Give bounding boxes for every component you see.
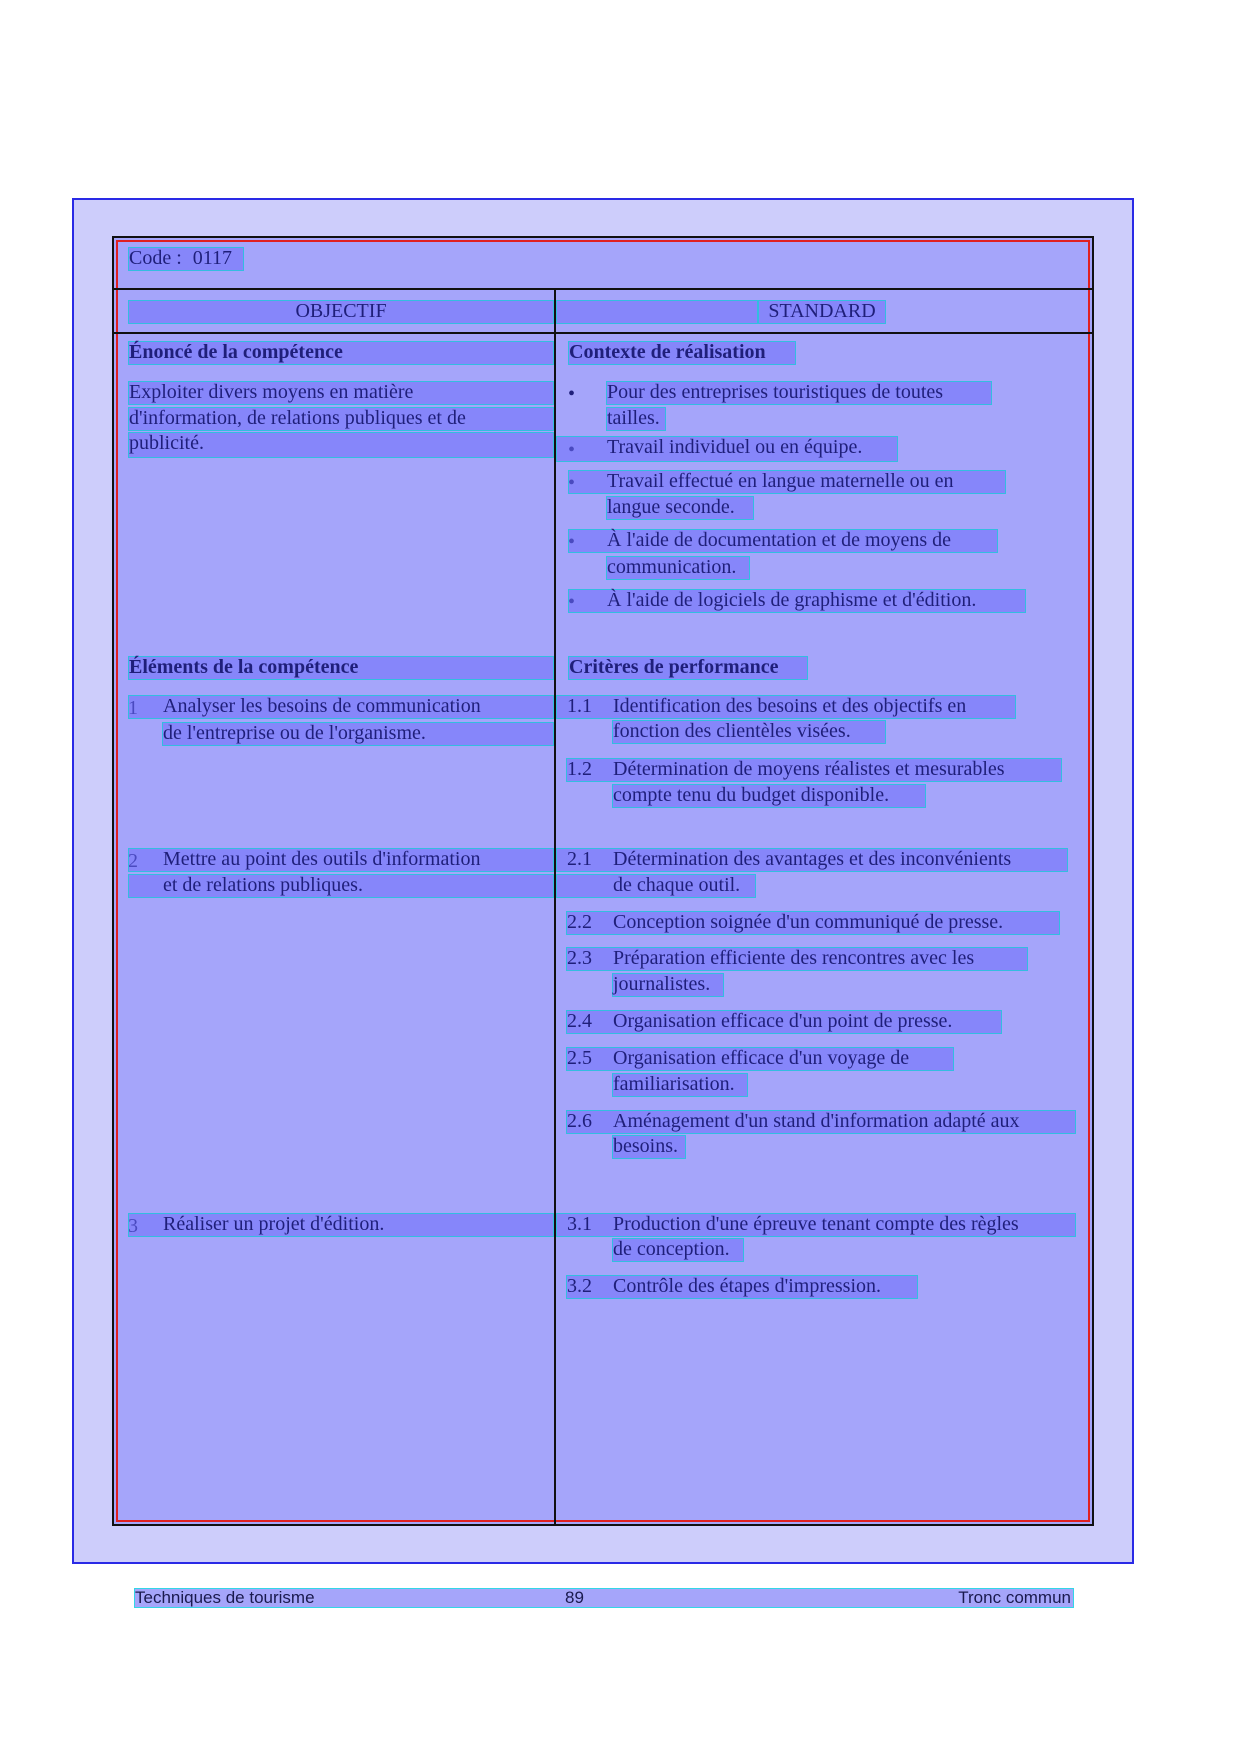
contexte-item-3-line-2: langue seconde. (606, 496, 754, 520)
critere-2-6-line-2: besoins. (612, 1135, 686, 1159)
element-1-line-2: de l'entreprise ou de l'organisme. (162, 722, 554, 746)
enonce-text-line-1: Exploiter divers moyens en matière (128, 381, 554, 405)
column-header-standard-band (556, 300, 758, 324)
critere-2-2-num: 2.2 (567, 911, 592, 933)
column-header-standard: STANDARD (758, 300, 886, 324)
code-value: 0117 (192, 247, 233, 269)
critere-3-2-line-1 (566, 1275, 918, 1299)
critere-3-1-line-1 (556, 1213, 1076, 1237)
critere-1-1-num: 1.1 (567, 695, 592, 717)
critere-2-5-line-1 (566, 1047, 954, 1071)
critere-2-6-text: Aménagement d'un stand d'information adapté aux (613, 1110, 1020, 1132)
critere-2-3-text: Préparation efficiente des rencontres avec les (613, 947, 975, 969)
code-label: Code : (129, 247, 182, 269)
critere-2-2-line-1 (566, 911, 1060, 935)
contexte-item-4-line-2: communication. (606, 556, 750, 580)
contexte-item-2-line-1: Travail individuel ou en équipe. (556, 436, 898, 462)
critere-2-5-text: Organisation efficace d'un voyage de (613, 1047, 910, 1069)
footer-page-number: 89 (565, 1588, 584, 1607)
contexte-bullet-1: • (568, 383, 576, 405)
critere-1-2-text: Détermination de moyens réalistes et mesurables (613, 758, 1005, 780)
critere-2-3-line-2: journalistes. (612, 973, 724, 997)
critere-2-5-line-2: familiarisation. (612, 1073, 748, 1097)
critere-1-1-text: Identification des besoins et des objectifs en (613, 695, 967, 717)
criteres-title: Critères de performance (568, 656, 808, 680)
critere-1-1-line-1 (556, 695, 1016, 719)
footer-program: Techniques de tourisme (135, 1588, 315, 1607)
column-header-objectif: OBJECTIF (128, 300, 554, 324)
enonce-text-line-2: d'information, de relations publiques et de (128, 407, 554, 431)
critere-3-2-num: 3.2 (567, 1275, 592, 1297)
critere-2-4-line-1 (566, 1010, 1002, 1034)
critere-1-1-line-2: fonction des clientèles visées. (612, 720, 886, 744)
elements-title: Éléments de la compétence (128, 656, 554, 680)
critere-3-1-text: Production d'une épreuve tenant compte des règles (613, 1213, 1019, 1235)
critere-2-6-num: 2.6 (567, 1110, 592, 1132)
critere-1-2-num: 1.2 (567, 758, 592, 780)
critere-2-4-num: 2.4 (567, 1010, 592, 1032)
contexte-title: Contexte de réalisation (568, 341, 796, 365)
header-divider-top (112, 288, 1094, 290)
critere-3-1-num: 3.1 (567, 1213, 592, 1235)
contexte-item-4-line-1: À l'aide de documentation et de moyens de (568, 529, 998, 553)
critere-1-2-line-2: compte tenu du budget disponible. (612, 784, 926, 808)
element-1-line-1: Analyser les besoins de communication (128, 695, 554, 719)
critere-3-2-text: Contrôle des étapes d'impression. (613, 1275, 881, 1297)
column-divider (554, 290, 556, 1526)
critere-1-2-line-1 (566, 758, 1062, 782)
critere-2-2-text: Conception soignée d'un communiqué de presse. (613, 911, 1004, 933)
enonce-title: Énoncé de la compétence (128, 341, 554, 365)
element-2-line-1: Mettre au point des outils d'information (128, 848, 554, 872)
contexte-item-5-line-1: À l'aide de logiciels de graphisme et d'édition. (568, 589, 1026, 613)
code-field (128, 247, 244, 271)
critere-3-1-line-2: de conception. (612, 1238, 744, 1262)
critere-2-1-line-2: de chaque outil. (556, 874, 756, 898)
critere-2-4-text: Organisation efficace d'un point de presse. (613, 1010, 953, 1032)
contexte-item-1-line-2: tailles. (606, 407, 666, 431)
critere-2-1-num: 2.1 (567, 848, 592, 870)
critere-2-5-num: 2.5 (567, 1047, 592, 1069)
contexte-item-3-line-1: Travail effectué en langue maternelle ou en (568, 470, 1006, 494)
critere-2-1-text: Détermination des avantages et des inconvénients (613, 848, 1012, 870)
header-divider-bottom (112, 332, 1094, 334)
element-3-line-1: Réaliser un projet d'édition. (128, 1213, 554, 1237)
critere-2-1-line-1 (556, 848, 1068, 872)
critere-2-3-line-1 (566, 947, 1028, 971)
critere-2-6-line-1 (566, 1110, 1076, 1134)
page-footer (134, 1588, 1074, 1608)
element-2-line-2: et de relations publiques. (128, 874, 554, 898)
contexte-item-1-line-1: Pour des entreprises touristiques de toutes (606, 381, 992, 405)
footer-section: Tronc commun (958, 1588, 1071, 1607)
enonce-text-line-3: publicité. (128, 432, 554, 458)
critere-2-3-num: 2.3 (567, 947, 592, 969)
